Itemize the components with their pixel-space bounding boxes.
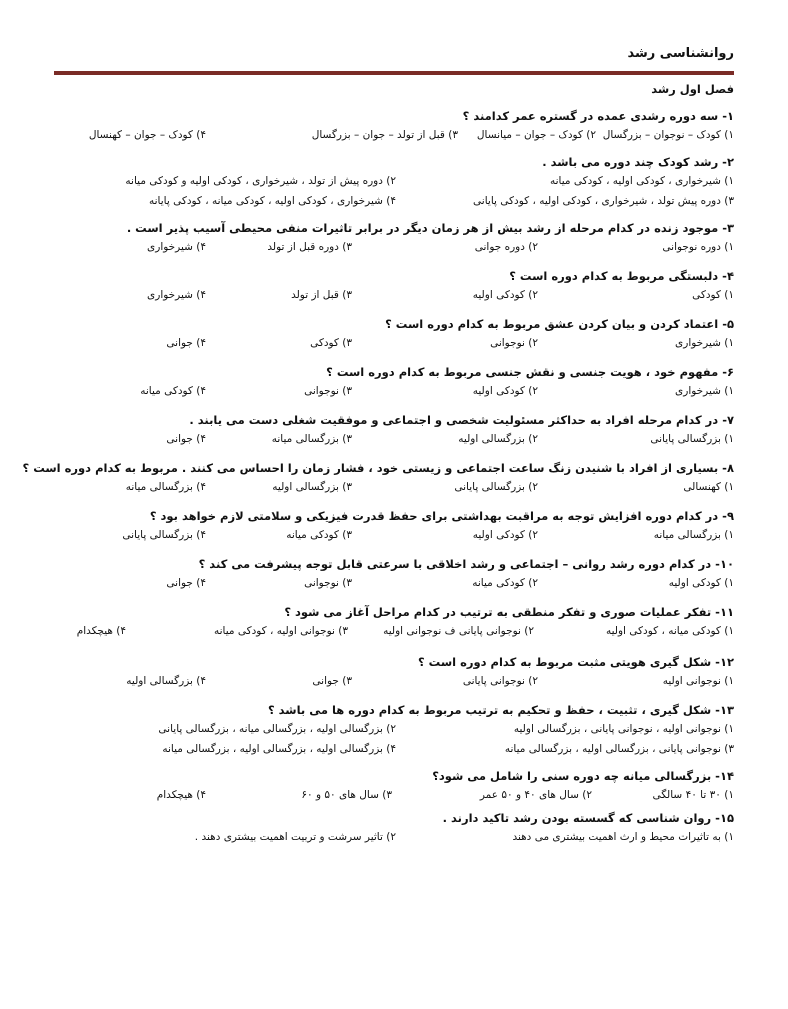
option-4: ۴) شیرخواری ، کودکی اولیه ، کودکی میانه ، کودکی پایانه bbox=[148, 195, 396, 207]
question-text: ۹- در کدام دوره افزایش توجه به مراقبت بهداشتی برای حفظ قدرت فیزیکی و سلامتی لازم خواهد بود ؟ bbox=[149, 509, 734, 523]
option-3: ۳) کودکی bbox=[310, 337, 352, 349]
option-4: ۴) شیرخواری bbox=[147, 241, 206, 253]
option-1: ۱) نوجوانی اولیه ، نوجوانی پایانی ، بزرگسالی اولیه bbox=[513, 723, 734, 735]
option-4: ۴) شیرخواری bbox=[147, 289, 206, 301]
option-2: ۲) دوره جوانی bbox=[474, 241, 538, 253]
option-2: ۲) کودک – جوان – میانسال bbox=[476, 129, 596, 141]
option-3: ۳) قبل از تولد – جوان – بزرگسال bbox=[311, 129, 458, 141]
option-2: ۲) کودکی اولیه bbox=[472, 385, 538, 397]
question-text: ۱۳- شکل گیری ، تثبیت ، حفظ و تحکیم به ترتیب مربوط به کدام دوره ها می باشد ؟ bbox=[267, 703, 734, 717]
options-row bbox=[54, 285, 734, 305]
page-title: روانشناسی رشد bbox=[627, 46, 734, 61]
option-2: ۲) نوجوانی پایانی ف نوجوانی اولیه bbox=[383, 625, 534, 637]
question-13 bbox=[54, 701, 734, 759]
option-2: ۲) بزرگسالی اولیه bbox=[458, 433, 538, 445]
option-4: ۴) کودک – جوان – کهنسال bbox=[88, 129, 206, 141]
option-3: ۳) نوجوانی bbox=[304, 577, 352, 589]
question-12 bbox=[54, 653, 734, 691]
options-row bbox=[54, 671, 734, 691]
question-3 bbox=[54, 219, 734, 257]
options-row bbox=[54, 237, 734, 257]
option-2: ۲) بزرگسالی پایانی bbox=[454, 481, 538, 493]
options-row bbox=[54, 381, 734, 401]
option-4: ۴) کودکی میانه bbox=[140, 385, 206, 397]
option-2: ۲) کودکی اولیه bbox=[472, 529, 538, 541]
option-1: ۱) کودکی bbox=[692, 289, 734, 301]
options-row bbox=[54, 719, 734, 739]
question-text: ۱- سه دوره رشدی عمده در گستره عمر کدامند ؟ bbox=[462, 109, 734, 123]
options-row bbox=[54, 171, 734, 191]
options-row bbox=[54, 333, 734, 353]
option-4: ۴) جوانی bbox=[166, 337, 206, 349]
option-4: ۴) جوانی bbox=[166, 433, 206, 445]
question-15 bbox=[54, 809, 734, 847]
option-3: ۳) قبل از تولد bbox=[291, 289, 352, 301]
question-text: ۱۲- شکل گیری هویتی مثبت مربوط به کدام دوره است ؟ bbox=[417, 655, 734, 669]
header-divider bbox=[54, 71, 734, 75]
question-7 bbox=[54, 411, 734, 449]
options-row bbox=[54, 125, 734, 145]
option-4: ۴) هیچکدام bbox=[76, 625, 126, 637]
question-text: ۸- بسیاری از افراد با شنیدن زنگ ساعت اجتماعی و زیستی خود ، فشار زمان را احساس می کنند . مربوط به کدام دوره است ؟ bbox=[22, 461, 734, 475]
option-3: ۳) بزرگسالی میانه bbox=[271, 433, 352, 445]
question-text: ۷- در کدام مرحله افراد به حداکثر مسئولیت شخصی و اجتماعی و موفقیت شغلی دست می یابند . bbox=[189, 413, 734, 427]
option-4: ۴) جوانی bbox=[166, 577, 206, 589]
question-text: ۲- رشد کودک چند دوره می باشد . bbox=[542, 155, 734, 169]
option-3: ۳) کودکی میانه bbox=[286, 529, 352, 541]
question-text: ۱۵- روان شناسی که گسسته بودن رشد تاکید دارند . bbox=[442, 811, 734, 825]
option-4: ۴) هیچکدام bbox=[156, 789, 206, 801]
options-row bbox=[54, 621, 734, 641]
option-1: ۱) شیرخواری bbox=[675, 337, 734, 349]
question-10 bbox=[54, 555, 734, 593]
option-1: ۱) کودکی اولیه bbox=[668, 577, 734, 589]
question-8 bbox=[22, 459, 734, 497]
options-row bbox=[54, 477, 734, 497]
option-1: ۱) نوجوانی اولیه bbox=[662, 675, 734, 687]
option-2: ۲) کودکی اولیه bbox=[472, 289, 538, 301]
option-4: ۴) بزرگسالی میانه bbox=[125, 481, 206, 493]
question-14 bbox=[54, 767, 734, 805]
question-6 bbox=[54, 363, 734, 401]
question-4 bbox=[54, 267, 734, 305]
option-3: ۳) جوانی bbox=[312, 675, 352, 687]
option-3: ۳) نوجوانی اولیه ، کودکی میانه bbox=[213, 625, 348, 637]
option-2: ۲) بزرگسالی اولیه ، بزرگسالی میانه ، بزرگسالی پایانی bbox=[158, 723, 396, 735]
options-row bbox=[54, 573, 734, 593]
options-row bbox=[54, 525, 734, 545]
question-11 bbox=[54, 603, 734, 641]
option-1: ۱) ۳۰ تا ۴۰ سالگی bbox=[652, 789, 734, 801]
option-3: ۳) بزرگسالی اولیه bbox=[272, 481, 352, 493]
option-3: ۳) سال های ۵۰ و ۶۰ bbox=[301, 789, 392, 801]
question-text: ۵- اعتماد کردن و بیان کردن عشق مربوط به کدام دوره است ؟ bbox=[385, 317, 734, 331]
option-1: ۱) کودک – نوجوان – بزرگسال bbox=[602, 129, 734, 141]
options-row bbox=[54, 739, 734, 759]
options-row bbox=[54, 785, 734, 805]
option-3: ۳) دوره قبل از تولد bbox=[267, 241, 352, 253]
option-1: ۱) دوره نوجوانی bbox=[662, 241, 734, 253]
option-3: ۳) نوجوانی پایانی ، بزرگسالی اولیه ، بزرگسالی میانه bbox=[504, 743, 734, 755]
options-row bbox=[54, 191, 734, 211]
option-2: ۲) دوره پیش از تولد ، شیرخواری ، کودکی اولیه و کودکی میانه bbox=[125, 175, 396, 187]
option-2: ۲) کودکی میانه bbox=[472, 577, 538, 589]
question-text: ۶- مفهوم خود ، هویت جنسی و نقش جنسی مربوط به کدام دوره است ؟ bbox=[326, 365, 734, 379]
option-1: ۱) بزرگسالی میانه bbox=[653, 529, 734, 541]
option-3: ۳) دوره پیش تولد ، شیرخواری ، کودکی اولیه ، کودکی پایانی bbox=[473, 195, 734, 207]
options-row bbox=[54, 827, 734, 847]
question-text: ۱۰- در کدام دوره رشد روانی – اجتماعی و رشد اخلاقی با سرعتی قابل توجه پیشرفت می کند ؟ bbox=[198, 557, 734, 571]
option-1: ۱) به تاثیرات محیط و ارث اهمیت بیشتری می دهند bbox=[512, 831, 734, 843]
question-2 bbox=[54, 153, 734, 211]
question-text: ۳- موجود زنده در کدام مرحله از رشد بیش از هر زمان دیگر در برابر تاثیرات منفی محیطی آسیب پذیر است . bbox=[126, 221, 734, 235]
option-1: ۱) شیرخواری ، کودکی اولیه ، کودکی میانه bbox=[550, 175, 734, 187]
option-1: ۱) کودکی میانه ، کودکی اولیه bbox=[605, 625, 734, 637]
option-2: ۲) سال های ۴۰ و ۵۰ عمر bbox=[479, 789, 592, 801]
question-text: ۱۱- تفکر عملیات صوری و تفکر منطقی به ترتیب در کدام مراحل آغاز می شود ؟ bbox=[284, 605, 734, 619]
question-1 bbox=[54, 107, 734, 145]
question-9 bbox=[54, 507, 734, 545]
option-4: ۴) بزرگسالی اولیه bbox=[126, 675, 206, 687]
option-1: ۱) شیرخواری bbox=[675, 385, 734, 397]
option-4: ۴) بزرگسالی اولیه ، بزرگسالی اولیه ، بزرگسالی میانه bbox=[162, 743, 396, 755]
question-5 bbox=[54, 315, 734, 353]
option-2: ۲) تاثیر سرشت و تربیت اهمیت بیشتری دهند . bbox=[194, 831, 396, 843]
option-1: ۱) بزرگسالی پایانی bbox=[650, 433, 734, 445]
option-3: ۳) نوجوانی bbox=[304, 385, 352, 397]
option-1: ۱) کهنسالی bbox=[683, 481, 734, 493]
chapter-heading: فصل اول رشد bbox=[651, 82, 734, 96]
option-2: ۲) نوجوانی پایانی bbox=[462, 675, 538, 687]
question-list bbox=[22, 107, 734, 847]
question-text: ۱۴- بزرگسالی میانه چه دوره سنی را شامل می شود؟ bbox=[432, 769, 734, 783]
option-2: ۲) نوجوانی bbox=[490, 337, 538, 349]
options-row bbox=[54, 429, 734, 449]
question-text: ۴- دلبستگی مربوط به کدام دوره است ؟ bbox=[509, 269, 734, 283]
option-4: ۴) بزرگسالی پایانی bbox=[122, 529, 206, 541]
